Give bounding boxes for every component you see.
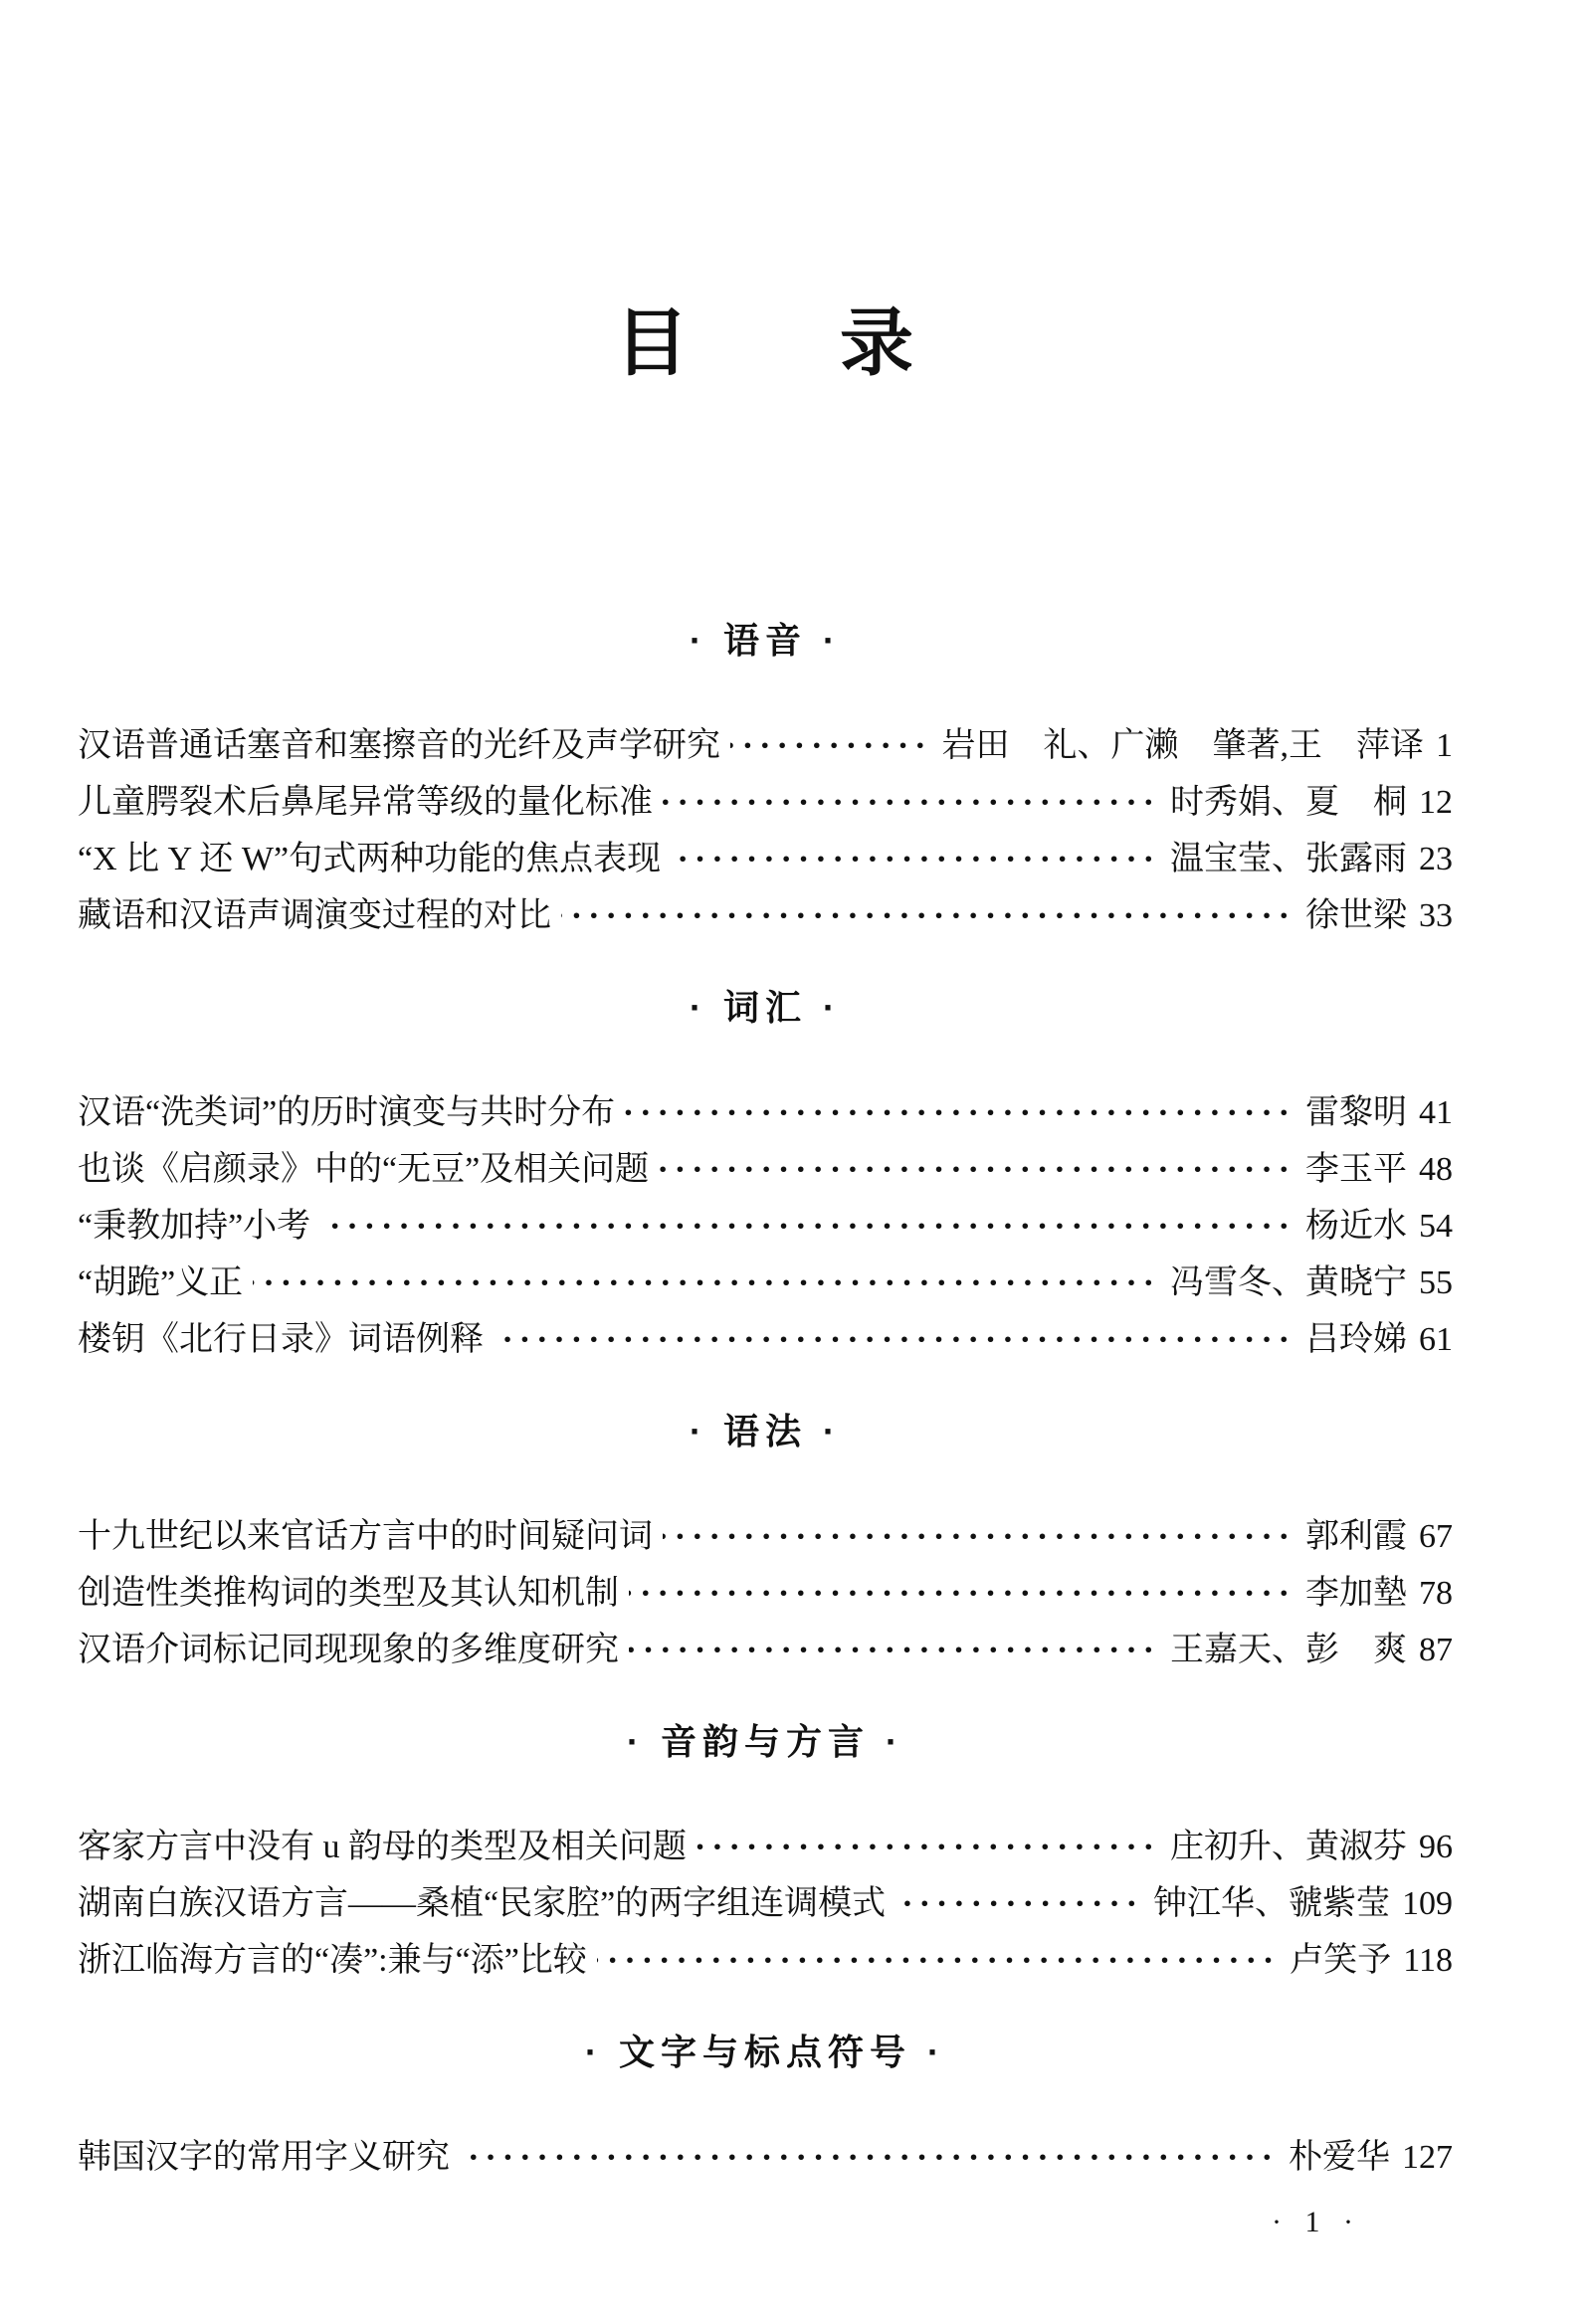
dot-leader	[671, 831, 1160, 887]
section-header: · 音韵与方言 ·	[627, 1721, 903, 1762]
entry-page-number: 12	[1419, 784, 1453, 821]
section-entry-list	[78, 2129, 1453, 2186]
entry-authors: 雷黎明	[1305, 1094, 1407, 1131]
entry-title: 创造性类推构词的类型及其认知机制	[78, 1575, 619, 1612]
dot-leader	[663, 774, 1160, 831]
entry-authors: 庄初升、黄淑芬	[1170, 1829, 1407, 1865]
entry-title: 楼钥《北行日录》词语例释	[78, 1321, 484, 1358]
entry-title: 十九世纪以来官话方言中的时间疑问词	[78, 1518, 653, 1555]
toc-entry	[78, 1565, 1453, 1622]
toc-entry	[78, 1311, 1453, 1368]
toc-entry	[78, 774, 1453, 831]
entry-authors: 王嘉天、彭 爽	[1170, 1632, 1407, 1668]
toc-entry	[78, 717, 1453, 774]
dot-leader	[253, 1255, 1160, 1311]
entry-title: 浙江临海方言的“凑”:兼与“添”比较	[78, 1942, 587, 1979]
toc-entry	[78, 1819, 1453, 1875]
entry-title: 汉语普通话塞音和塞擦音的光纤及声学研究	[78, 727, 720, 764]
entry-page-number: 48	[1419, 1151, 1453, 1188]
entry-authors: 时秀娟、夏 桐	[1170, 784, 1407, 821]
toc-entry	[78, 1508, 1453, 1565]
section-entry-list	[78, 1084, 1453, 1368]
entry-title: “胡跪”义正	[78, 1264, 244, 1301]
toc-entry	[78, 2129, 1453, 2186]
entry-title: 汉语“洗类词”的历时演变与共时分布	[78, 1094, 616, 1131]
section-header: · 语法 ·	[690, 1411, 841, 1452]
toc-sections	[78, 619, 1453, 2186]
toc-entry	[78, 1141, 1453, 1198]
entry-title: 客家方言中没有 u 韵母的类型及相关问题	[78, 1829, 687, 1865]
page-title-char: 录	[840, 301, 915, 384]
entry-page-number: 61	[1419, 1321, 1453, 1358]
dot-leader	[320, 1198, 1295, 1255]
entry-authors: 李玉平	[1305, 1151, 1407, 1188]
toc-entry	[78, 887, 1453, 944]
entry-page-number: 118	[1403, 1942, 1453, 1979]
entry-page-number: 55	[1419, 1264, 1453, 1301]
dot-leader	[730, 717, 932, 774]
entry-authors: 杨近水	[1305, 1208, 1407, 1245]
entry-authors: 温宝莹、张露雨	[1170, 841, 1407, 877]
entry-page-number: 109	[1402, 1885, 1453, 1922]
entry-page-number: 23	[1419, 841, 1453, 877]
dot-leader	[494, 1311, 1295, 1368]
entry-authors: 吕玲娣	[1305, 1321, 1407, 1358]
entry-page-number: 41	[1419, 1094, 1453, 1131]
section-entry-list	[78, 1508, 1453, 1678]
entry-authors: 岩田 礼、广濑 肇著,王 萍译	[941, 727, 1424, 764]
toc-entry	[78, 1255, 1453, 1311]
section-entry-list	[78, 717, 1453, 944]
section-header: · 词汇 ·	[690, 987, 841, 1028]
entry-title: 湖南白族汉语方言——桑植“民家腔”的两字组连调模式	[78, 1885, 887, 1922]
entry-title: 藏语和汉语声调演变过程的对比	[78, 897, 551, 934]
entry-page-number: 1	[1436, 727, 1453, 764]
entry-authors: 冯雪冬、黄晓宁	[1170, 1264, 1407, 1301]
section-header: · 语音 ·	[690, 620, 841, 661]
entry-title: 汉语介词标记同现现象的多维度研究	[78, 1632, 619, 1668]
entry-page-number: 33	[1419, 897, 1453, 934]
dot-leader	[597, 1932, 1280, 1989]
dot-leader	[896, 1875, 1143, 1932]
dot-leader	[460, 2129, 1279, 2186]
dot-leader	[696, 1819, 1160, 1875]
dot-leader	[663, 1508, 1295, 1565]
toc-entry	[78, 1198, 1453, 1255]
entry-page-number: 78	[1419, 1575, 1453, 1612]
entry-page-number: 96	[1419, 1829, 1453, 1865]
dot-leader	[629, 1622, 1160, 1678]
entry-page-number: 127	[1402, 2139, 1453, 2176]
page-title	[78, 298, 1453, 388]
dot-leader	[659, 1141, 1295, 1198]
entry-authors: 钟江华、虢紫莹	[1153, 1885, 1390, 1922]
toc-entry	[78, 1875, 1453, 1932]
entry-authors: 徐世梁	[1305, 897, 1407, 934]
entry-authors: 李加墊	[1305, 1575, 1407, 1612]
toc-entry	[78, 831, 1453, 887]
entry-authors: 朴爱华	[1289, 2139, 1390, 2176]
entry-title: “X 比 Y 还 W”句式两种功能的焦点表现	[78, 841, 662, 877]
entry-title: 儿童腭裂术后鼻尾异常等级的量化标准	[78, 784, 653, 821]
entry-title: 韩国汉字的常用字义研究	[78, 2139, 450, 2176]
page-number-footer: · 1 ·	[1272, 2206, 1361, 2238]
dot-leader	[629, 1565, 1295, 1622]
section-entry-list	[78, 1819, 1453, 1989]
toc-entry	[78, 1622, 1453, 1678]
entry-authors: 卢笑予	[1290, 1942, 1392, 1979]
dot-leader	[561, 887, 1295, 944]
page-title-char: 目	[615, 301, 691, 384]
section-header: · 文字与标点符号 ·	[585, 2032, 945, 2072]
entry-page-number: 87	[1419, 1632, 1453, 1668]
toc-entry	[78, 1932, 1453, 1989]
entry-authors: 郭利霞	[1305, 1518, 1407, 1555]
entry-title: “秉教加持”小考	[78, 1208, 311, 1245]
entry-title: 也谈《启颜录》中的“无豆”及相关问题	[78, 1151, 650, 1188]
entry-page-number: 67	[1419, 1518, 1453, 1555]
entry-page-number: 54	[1419, 1208, 1453, 1245]
dot-leader	[625, 1084, 1295, 1141]
toc-entry	[78, 1084, 1453, 1141]
